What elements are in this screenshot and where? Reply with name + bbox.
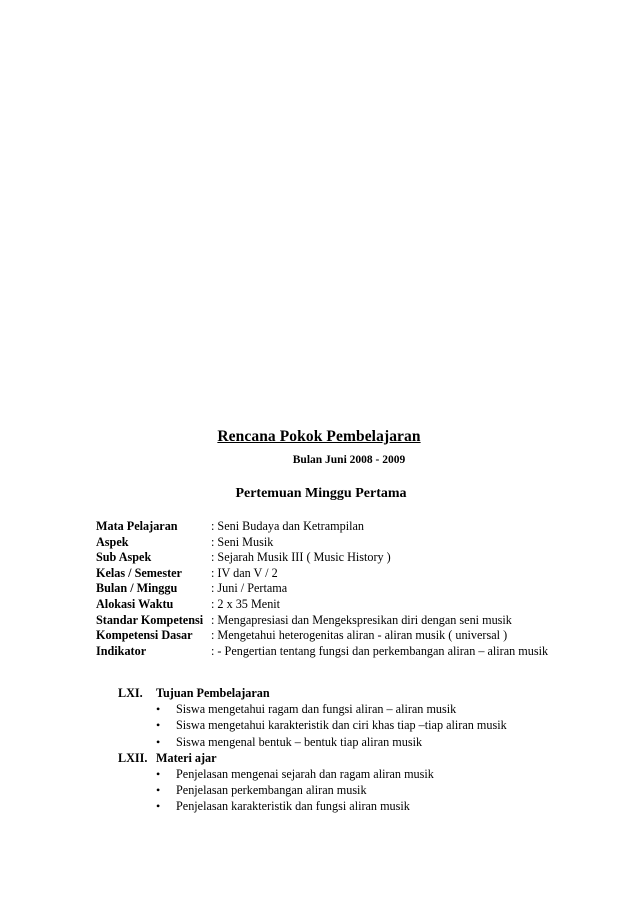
info-value: : Seni Budaya dan Ketrampilan <box>211 519 364 533</box>
info-value: : Seni Musik <box>211 534 274 549</box>
info-key: Mata Pelajaran <box>96 519 178 533</box>
bullet-list <box>118 766 558 815</box>
bullet-icon: • <box>156 718 161 733</box>
info-key: Bulan / Minggu <box>96 581 178 596</box>
info-row-competency-standard <box>96 613 556 629</box>
section-learning-objectives <box>118 685 558 750</box>
list-item <box>156 701 558 717</box>
info-row-class-semester <box>96 566 556 582</box>
list-item-text: Siswa mengetahui ragam dan fungsi aliran – aliran musik <box>176 702 457 717</box>
section-number: LXI. <box>118 686 143 700</box>
document-title: Rencana Pokok Pembelajaran <box>217 428 421 445</box>
list-item <box>156 782 558 798</box>
bullet-icon: • <box>156 783 161 798</box>
info-row-aspect <box>96 535 556 551</box>
meeting-heading: Pertemuan Minggu Pertama <box>235 486 407 501</box>
lesson-sections <box>118 685 558 815</box>
info-value: : Juni / Pertama <box>211 581 288 596</box>
bullet-icon: • <box>156 767 161 782</box>
bullet-list <box>118 701 558 750</box>
info-key: Standar Kompetensi <box>96 612 204 627</box>
info-row-subject <box>96 519 556 535</box>
info-value: : Mengetahui heterogenitas aliran - aliran musik ( universal ) <box>211 628 508 643</box>
section-title: Tujuan Pembelajaran <box>156 686 270 700</box>
list-item-text: Penjelasan karakteristik dan fungsi aliran musik <box>176 799 410 814</box>
list-item-text: Siswa mengetahui karakteristik dan ciri khas tiap –tiap aliran musik <box>176 718 507 733</box>
list-item <box>156 798 558 814</box>
document-subtitle: Bulan Juni 2008 - 2009 <box>292 454 406 466</box>
section-title: Materi ajar <box>156 750 217 765</box>
info-value: : - Pengertian tentang fungsi dan perkembangan aliran – aliran musik <box>211 643 549 658</box>
info-row-basic-competency <box>96 628 556 644</box>
bullet-icon: • <box>156 702 161 717</box>
info-key: Alokasi Waktu <box>96 596 174 611</box>
info-key: Sub Aspek <box>96 550 152 565</box>
section-heading <box>118 685 558 701</box>
info-key: Kompetensi Dasar <box>96 628 193 643</box>
list-item-text: Penjelasan mengenai sejarah dan ragam aliran musik <box>176 767 434 782</box>
info-row-indicator <box>96 644 556 660</box>
info-value: : Sejarah Musik III ( Music History ) <box>211 550 391 565</box>
bullet-icon: • <box>156 734 161 749</box>
list-item <box>156 717 558 733</box>
info-key: Kelas / Semester <box>96 565 182 580</box>
list-item <box>156 734 558 750</box>
list-item-text: Penjelasan perkembangan aliran musik <box>176 783 367 798</box>
lesson-info-table <box>96 519 556 659</box>
list-item <box>156 766 558 782</box>
info-key: Indikator <box>96 643 147 658</box>
info-row-time-allocation <box>96 597 556 613</box>
info-row-sub-aspect <box>96 550 556 566</box>
info-key: Aspek <box>96 534 129 549</box>
bullet-icon: • <box>156 799 161 814</box>
section-heading <box>118 750 558 766</box>
info-value: : Mengapresiasi dan Mengekspresikan diri dengan seni musik <box>211 612 512 627</box>
list-item-text: Siswa mengenal bentuk – bentuk tiap aliran musik <box>176 734 423 749</box>
section-teaching-material <box>118 750 558 815</box>
section-number: LXII. <box>118 750 148 765</box>
info-value: : IV dan V / 2 <box>211 565 278 580</box>
info-row-month-week <box>96 581 556 597</box>
info-value: : 2 x 35 Menit <box>211 596 281 611</box>
